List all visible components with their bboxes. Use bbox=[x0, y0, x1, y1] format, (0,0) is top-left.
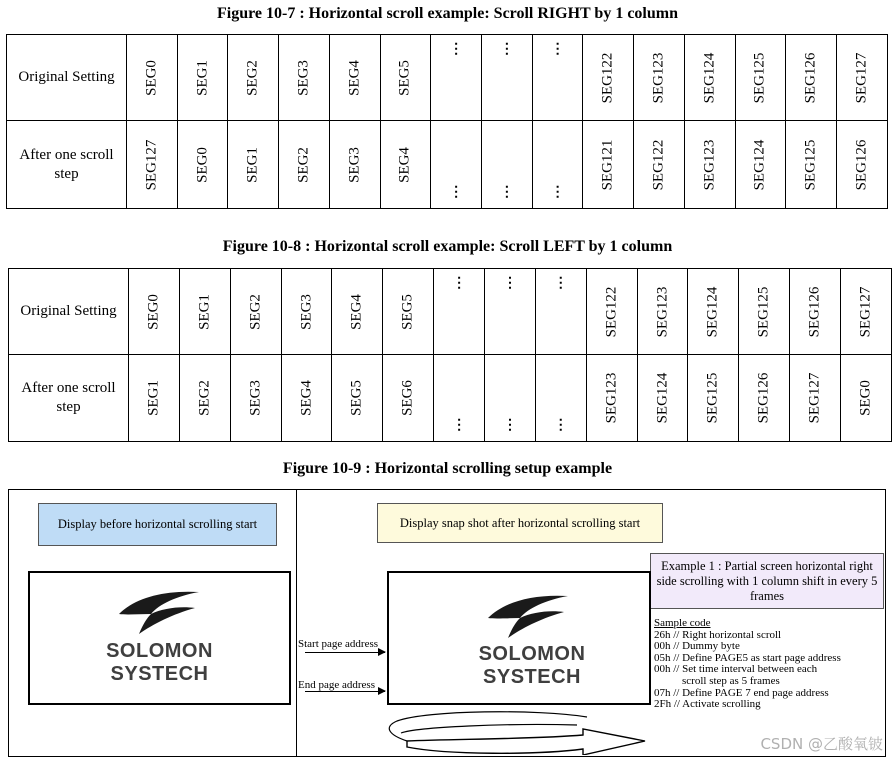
display-before-panel bbox=[28, 571, 291, 705]
ellipsis-marker: ⋮ bbox=[449, 42, 464, 57]
example-note: Example 1 : Partial screen horizontal right side scrolling with 1 column shift in every 5 frames bbox=[650, 553, 884, 609]
figure-10-7-caption: Figure 10-7 : Horizontal scroll example: Scroll RIGHT by 1 column bbox=[216, 5, 678, 22]
seg-cell bbox=[228, 35, 279, 121]
seg-label: SEG3 bbox=[247, 380, 264, 416]
seg-cell bbox=[790, 355, 841, 442]
seg-cell bbox=[583, 35, 634, 121]
before-scroll-note: Display before horizontal scrolling start bbox=[38, 503, 277, 546]
seg-cell bbox=[329, 35, 380, 121]
seg-cell bbox=[129, 355, 180, 442]
seg-label: SEG122 bbox=[599, 52, 616, 103]
seg-cell bbox=[332, 269, 383, 355]
seg-label: SEG0 bbox=[857, 380, 874, 416]
solomon-systech-logo: SOLOMON SYSTECH bbox=[389, 573, 649, 703]
seg-cell bbox=[841, 269, 892, 355]
seg-cell bbox=[684, 121, 735, 209]
seg-label: SEG125 bbox=[802, 139, 819, 190]
after-scroll-note: Display snap shot after horizontal scrolling start bbox=[377, 503, 663, 543]
end-page-address-label: End page address bbox=[298, 679, 375, 691]
seg-cell bbox=[739, 269, 790, 355]
seg-label: SEG123 bbox=[701, 139, 718, 190]
seg-label: SEG124 bbox=[751, 139, 768, 190]
ellipsis-marker: ⋮ bbox=[449, 185, 464, 200]
seg-cell bbox=[434, 355, 485, 442]
seg-label: SEG3 bbox=[295, 59, 312, 96]
seg-label: SEG4 bbox=[298, 380, 314, 416]
seg-cell bbox=[482, 121, 533, 209]
seg-cell bbox=[637, 269, 688, 355]
seg-label: SEG1 bbox=[145, 380, 162, 416]
ellipsis-marker: ⋮ bbox=[499, 42, 514, 57]
seg-cell bbox=[786, 35, 837, 121]
seg-cell bbox=[790, 269, 841, 355]
seg-label: SEG5 bbox=[399, 293, 416, 330]
seg-cell bbox=[634, 121, 685, 209]
seg-cell bbox=[688, 269, 739, 355]
seg-label: SEG6 bbox=[399, 380, 416, 416]
figure-divider bbox=[296, 490, 297, 756]
ellipsis-marker: ⋮ bbox=[502, 418, 517, 433]
scroll-left-table bbox=[8, 268, 892, 442]
seg-label: SEG125 bbox=[751, 52, 768, 103]
seg-cell bbox=[279, 121, 330, 209]
seg-label: SEG126 bbox=[853, 139, 870, 190]
seg-cell bbox=[586, 355, 637, 442]
seg-label: SEG124 bbox=[701, 52, 718, 103]
code-line: 26h // Right horizontal scroll bbox=[654, 628, 782, 641]
seg-label: SEG126 bbox=[755, 372, 772, 424]
seg-label: SEG125 bbox=[704, 372, 721, 424]
csdn-watermark: CSDN @乙酸氧铍 bbox=[760, 735, 883, 753]
code-line: scroll step as 5 frames bbox=[682, 674, 780, 687]
seg-cell bbox=[380, 121, 431, 209]
seg-label: SEG123 bbox=[603, 372, 620, 424]
start-page-address-label: Start page address bbox=[298, 638, 379, 650]
scroll-rotation-arrow-icon bbox=[387, 711, 649, 755]
seg-label: SEG1 bbox=[194, 59, 211, 96]
seg-label: SEG126 bbox=[806, 286, 823, 337]
seg-cell bbox=[279, 35, 330, 121]
seg-cell bbox=[837, 121, 888, 209]
seg-label: SEG121 bbox=[599, 139, 616, 190]
seg-cell bbox=[281, 355, 332, 442]
seg-cell bbox=[179, 355, 230, 442]
figure-10-9-caption: Figure 10-9 : Horizontal scrolling setup example bbox=[282, 460, 613, 477]
seg-cell bbox=[735, 121, 786, 209]
seg-label: SEG125 bbox=[755, 286, 772, 337]
seg-label: SEG1 bbox=[244, 146, 261, 183]
after-scroll-row bbox=[9, 355, 892, 442]
row-label: Original Setting bbox=[7, 35, 127, 121]
seg-label: SEG1 bbox=[196, 293, 213, 330]
seg-label: SEG122 bbox=[603, 286, 620, 337]
seg-label: SEG3 bbox=[298, 293, 314, 330]
seg-cell bbox=[532, 121, 583, 209]
seg-cell bbox=[383, 355, 434, 442]
seg-cell bbox=[127, 121, 178, 209]
seg-label: SEG127 bbox=[143, 139, 160, 190]
seg-cell bbox=[735, 35, 786, 121]
seg-cell bbox=[684, 35, 735, 121]
code-line: 2Fh // Activate scrolling bbox=[654, 698, 761, 711]
ellipsis-marker: ⋮ bbox=[499, 185, 514, 200]
seg-cell bbox=[841, 355, 892, 442]
seg-label: SEG126 bbox=[802, 52, 819, 103]
seg-label: SEG123 bbox=[654, 286, 671, 337]
seg-label: SEG127 bbox=[857, 286, 874, 337]
seg-cell bbox=[739, 355, 790, 442]
seg-label: SEG124 bbox=[654, 372, 671, 424]
seg-cell bbox=[228, 121, 279, 209]
seg-cell bbox=[179, 269, 230, 355]
sample-code-block bbox=[654, 618, 841, 711]
row-label: After one scroll step bbox=[9, 355, 129, 442]
solomon-systech-logo: SOLOMON SYSTECH bbox=[30, 573, 289, 703]
seg-cell bbox=[482, 35, 533, 121]
seg-cell bbox=[431, 121, 482, 209]
seg-label: SEG127 bbox=[806, 372, 823, 424]
solomon-swoosh-icon bbox=[117, 584, 203, 636]
ellipsis-marker: ⋮ bbox=[550, 42, 565, 57]
seg-label: SEG5 bbox=[396, 59, 413, 96]
end-address-arrow-icon bbox=[305, 691, 385, 692]
seg-cell bbox=[637, 355, 688, 442]
seg-label: SEG2 bbox=[247, 293, 264, 330]
seg-cell bbox=[485, 269, 536, 355]
seg-cell bbox=[281, 269, 332, 355]
seg-label: SEG5 bbox=[348, 380, 365, 416]
horizontal-scroll-setup-figure bbox=[8, 489, 886, 757]
figure-10-8-caption: Figure 10-8 : Horizontal scroll example: Scroll LEFT by 1 column bbox=[222, 238, 673, 255]
solomon-swoosh-icon bbox=[486, 588, 572, 640]
ellipsis-marker: ⋮ bbox=[452, 276, 467, 291]
seg-label: SEG0 bbox=[194, 146, 211, 183]
seg-label: SEG127 bbox=[853, 52, 870, 103]
seg-label: SEG3 bbox=[346, 146, 363, 183]
seg-label: SEG0 bbox=[145, 293, 162, 330]
seg-cell bbox=[380, 35, 431, 121]
seg-label: SEG4 bbox=[396, 146, 413, 183]
seg-cell bbox=[583, 121, 634, 209]
seg-cell bbox=[129, 269, 180, 355]
code-line: 00h // Dummy byte bbox=[654, 640, 740, 653]
seg-cell bbox=[634, 35, 685, 121]
seg-cell bbox=[535, 269, 586, 355]
seg-cell bbox=[535, 355, 586, 442]
code-line: 07h // Define PAGE 7 end page address bbox=[654, 686, 829, 699]
ellipsis-marker: ⋮ bbox=[550, 185, 565, 200]
seg-cell bbox=[230, 355, 281, 442]
seg-cell bbox=[177, 35, 228, 121]
seg-cell bbox=[177, 121, 228, 209]
seg-cell bbox=[434, 269, 485, 355]
seg-cell bbox=[837, 35, 888, 121]
original-setting-row bbox=[7, 35, 888, 121]
sample-code-title: Sample code bbox=[654, 617, 711, 629]
seg-label: SEG2 bbox=[295, 146, 312, 183]
seg-cell bbox=[786, 121, 837, 209]
scroll-right-table bbox=[6, 34, 888, 209]
seg-cell bbox=[688, 355, 739, 442]
start-address-arrow-icon bbox=[305, 652, 385, 653]
seg-cell bbox=[230, 269, 281, 355]
original-setting-row bbox=[9, 269, 892, 355]
row-label: After one scroll step bbox=[7, 121, 127, 209]
seg-cell bbox=[383, 269, 434, 355]
seg-label: SEG4 bbox=[346, 59, 363, 96]
code-line: 00h // Set time interval between each bbox=[654, 663, 818, 676]
display-after-panel bbox=[387, 571, 651, 705]
seg-cell bbox=[332, 355, 383, 442]
ellipsis-marker: ⋮ bbox=[553, 418, 568, 433]
ellipsis-marker: ⋮ bbox=[502, 276, 517, 291]
seg-cell bbox=[532, 35, 583, 121]
seg-cell bbox=[329, 121, 380, 209]
seg-label: SEG0 bbox=[143, 59, 160, 96]
row-label: Original Setting bbox=[9, 269, 129, 355]
seg-label: SEG124 bbox=[704, 286, 721, 337]
seg-label: SEG2 bbox=[244, 59, 261, 96]
seg-cell bbox=[127, 35, 178, 121]
seg-cell bbox=[431, 35, 482, 121]
seg-label: SEG2 bbox=[196, 380, 213, 416]
seg-cell bbox=[586, 269, 637, 355]
code-line: 05h // Define PAGE5 as start page address bbox=[654, 651, 841, 664]
after-scroll-row bbox=[7, 121, 888, 209]
ellipsis-marker: ⋮ bbox=[452, 418, 467, 433]
seg-cell bbox=[485, 355, 536, 442]
ellipsis-marker: ⋮ bbox=[553, 276, 568, 291]
seg-label: SEG4 bbox=[348, 293, 365, 330]
seg-label: SEG122 bbox=[650, 139, 667, 190]
seg-label: SEG123 bbox=[650, 52, 667, 103]
